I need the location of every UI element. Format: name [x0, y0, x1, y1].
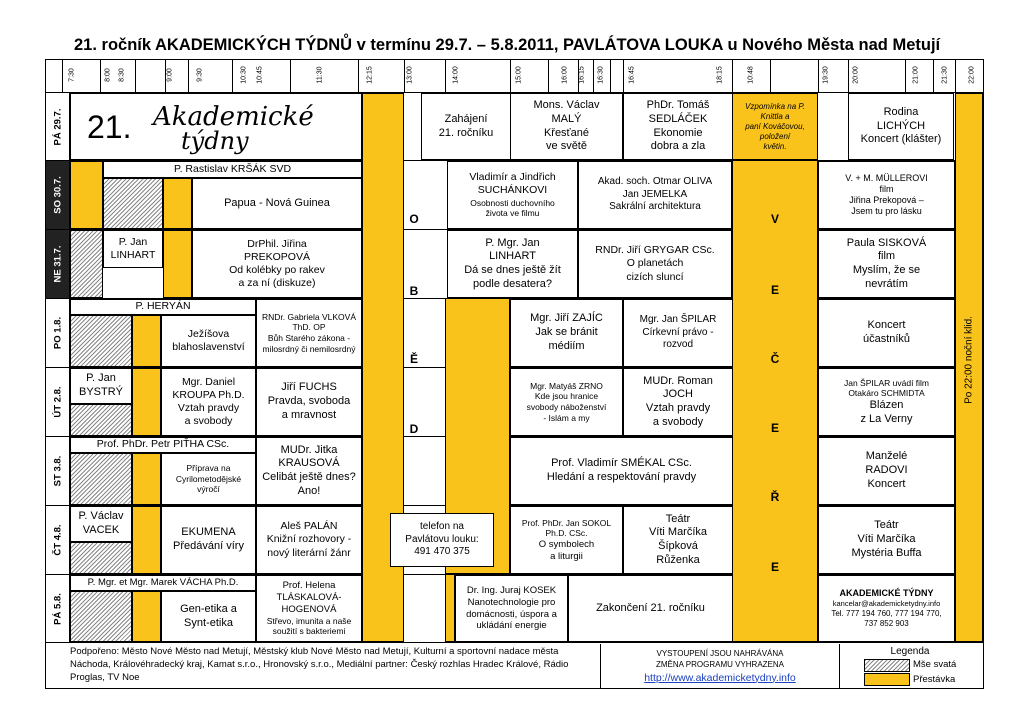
speaker-linhart: P. Jan LINHART	[103, 230, 163, 268]
legend-mass-swatch	[864, 659, 910, 672]
contact-box: AKADEMICKÉ TÝDNY kancelar@akademicketydny.info Tel. 777 194 760, 777 194 770, 737 852 903	[818, 575, 955, 642]
speaker-krsak: P. Rastislav KRŠÁK SVD	[103, 161, 362, 178]
speaker-heryan: P. HERYÁN	[70, 299, 256, 315]
event-tlaskalova: Prof. Helena TLÁSKALOVÁ- HOGENOVÁ Střevo, imunita a naše soužití s bakteriemi	[256, 575, 362, 642]
mass-block	[70, 315, 132, 367]
lunch-letter: D	[409, 422, 419, 436]
time-label: 10:48	[747, 66, 755, 84]
time-label: 13:00	[406, 66, 414, 84]
event-zajic: Mgr. Jiří ZAJÍC Jak se bránit médiím	[510, 299, 623, 367]
event-jezis: Ježíšova blahoslavenství	[161, 315, 256, 367]
event-linhart-desatero: P. Mgr. Jan LINHART Dá se dnes ještě žít podle desatera?	[447, 230, 578, 298]
time-label: 10:30	[240, 66, 248, 84]
event-zakonceni: Zakončení 21. ročníku	[568, 575, 733, 642]
header-divider	[905, 60, 906, 92]
event-prekopova: DrPhil. Jiřina PREKOPOVÁ Od kolébky po rakev a za ní (diskuze)	[192, 230, 362, 298]
day-label: SO 30.7.	[46, 161, 69, 229]
page-title: 21. ročník AKADEMICKÝCH TÝDNŮ v termínu 29.7. – 5.8.2011, PAVLÁTOVA LOUKA u Nového Města nad Metují	[74, 36, 941, 54]
break-block	[70, 161, 103, 229]
day-label: PO 1.8.	[52, 316, 63, 350]
event-joch: MUDr. Roman JOCH Vztah pravdy a svobody	[623, 368, 733, 436]
day-label: ČT 4.8.	[52, 524, 63, 556]
mass-block	[70, 453, 132, 505]
legend-mass-label: Mše svatá	[913, 659, 957, 670]
event-kroupa: Mgr. Daniel KROUPA Ph.D. Vztah pravdy a svobody	[161, 368, 256, 436]
event-genetika: Gen-etika a Synt-etika	[161, 591, 256, 642]
row-divider	[45, 642, 984, 643]
dinner-letter: Č	[770, 352, 780, 366]
header-divider	[848, 60, 849, 92]
mass-block	[70, 591, 132, 642]
event-papua: Papua - Nová Guinea	[192, 178, 362, 229]
event-maly: Mons. Václav MALÝ Křesťané ve světě	[510, 93, 623, 160]
lunch-letter: O	[409, 212, 419, 226]
header-divider	[623, 60, 624, 92]
legend-break-swatch	[864, 673, 910, 686]
logo-number: 21.	[87, 108, 132, 145]
event-zrno: Mgr. Matyáš ZRNO Kde jsou hranice svobody náboženství - Islám a my	[510, 368, 623, 436]
time-label: 9:30	[196, 68, 204, 82]
mass-block	[103, 178, 163, 229]
event-blazen: Jan ŠPILAR uvádí film Otakáro SCHMIDTA Blázen z La Verny	[818, 368, 955, 436]
break-block	[163, 230, 192, 298]
time-label: 16:15	[578, 66, 586, 84]
header-divider	[445, 60, 446, 92]
event-siskova: Paula SISKOVÁ film Myslím, že se nevrátím	[818, 230, 955, 298]
header-divider	[818, 60, 819, 92]
time-label: 14:00	[452, 66, 460, 84]
event-knittl-memorial: Vzpomínka na P. Knittla a paní Kováčovou, položení květin.	[732, 93, 818, 160]
speaker-vacha: P. Mgr. et Mgr. Marek VÁCHA Ph.D.	[70, 575, 256, 591]
event-logo	[70, 93, 362, 160]
event-sokol: Prof. PhDr. Jan SOKOL Ph.D. CSc. O symbolech a liturgii	[510, 506, 623, 574]
header-divider	[62, 60, 63, 92]
event-radovi: Manželé RADOVI Koncert	[818, 437, 955, 505]
day-label: PÁ 29.7.	[52, 108, 63, 145]
header-divider	[290, 60, 291, 92]
lunch-letter: Ě	[409, 352, 418, 366]
dinner-letter: E	[770, 560, 779, 574]
event-teatr-ruzenka: Teátr Víti Marčíka Šípková Růženka	[623, 506, 733, 574]
break-block	[132, 453, 161, 505]
header-divider	[933, 60, 934, 92]
svg-text:týdny: týdny	[181, 126, 250, 155]
svg-text:Akademické: Akademické	[153, 101, 315, 132]
day-label: ST 3.8.	[52, 455, 63, 487]
speaker-pitha: Prof. PhDr. Petr PIŤHA CSc.	[70, 437, 256, 453]
event-kosek: Dr. Ing. Juraj KOSEK Nanotechnologie pro domácnosti, úspora a ukládání energie	[455, 575, 568, 642]
dinner-letter: Ř	[770, 490, 780, 504]
event-ekumena: EKUMENA Předávání víry	[161, 506, 256, 574]
time-label: 15:00	[515, 66, 523, 84]
break-block	[445, 574, 455, 642]
event-fuchs: Jiří FUCHS Pravda, svoboda a mravnost	[256, 368, 362, 436]
info-telefon: telefon na Pavlátovu louku: 491 470 375	[390, 513, 494, 567]
event-krausova: MUDr. Jitka KRAUSOVÁ Celibát ještě dnes? Ano!	[256, 437, 362, 505]
time-label: 21:00	[912, 66, 920, 84]
time-label: 8:30	[118, 68, 126, 82]
website-link[interactable]: http://www.akademicketydny.info	[644, 671, 796, 684]
event-palan: Aleš PALÁN Knižní rozhovory - nový literární žánr	[256, 506, 362, 574]
event-muller: V. + M. MÜLLEROVI film Jiřina Prekopová – Jsem tu pro lásku	[818, 161, 955, 229]
day-label: PÁ 5.8.	[52, 592, 63, 625]
event-teatr-buffa: Teátr Víti Marčíka Mystéria Buffa	[818, 506, 955, 574]
event-suchanek: Vladimír a Jindřich SUCHÁNKOVI Osobnosti duchovního života ve filmu	[447, 161, 578, 229]
mass-block	[70, 230, 103, 298]
legend-break-label: Přestávka	[913, 674, 956, 685]
header-divider	[593, 60, 594, 92]
header-divider	[232, 60, 233, 92]
event-smekal: Prof. Vladimír SMÉKAL CSc. Hledání a respektování pravdy	[510, 437, 733, 505]
header-divider	[955, 60, 956, 92]
break-block	[132, 368, 161, 436]
day-label: NE 31.7.	[46, 230, 69, 298]
akademicke-tydny-logo	[145, 97, 345, 157]
break-block	[132, 591, 161, 642]
time-label: 16:45	[628, 66, 636, 84]
time-label: 16:00	[561, 66, 569, 84]
dinner-letter: E	[770, 283, 779, 297]
day-label: ÚT 2.8.	[52, 386, 63, 418]
event-zahajeni: Zahájení 21. ročníku	[421, 93, 511, 160]
header-divider	[548, 60, 549, 92]
header-divider	[510, 60, 511, 92]
header-divider	[100, 60, 101, 92]
event-koncert: Koncert účastníků	[818, 299, 955, 367]
event-cyril: Příprava na Cyrilometodějské výročí	[161, 453, 256, 505]
break-block	[132, 506, 161, 574]
header-divider	[770, 60, 771, 92]
event-spilar: Mgr. Jan ŠPILAR Církevní právo - rozvod	[623, 299, 733, 367]
time-label: 12:15	[366, 66, 374, 84]
event-lichy: Rodina LICHÝCH Koncert (klášter)	[848, 93, 954, 160]
header-divider	[732, 60, 733, 92]
time-label: 10:45	[256, 66, 264, 84]
time-label: 9:00	[166, 68, 174, 82]
header-divider	[135, 60, 136, 92]
lunch-letter: B	[409, 284, 419, 298]
time-label: 16:30	[597, 66, 605, 84]
time-label: 21:30	[941, 66, 949, 84]
event-vlkova: RNDr. Gabriela VLKOVÁ ThD. OP Bůh Starého zákona - milosrdný či nemilosrdný	[256, 299, 362, 367]
time-label: 7:30	[68, 68, 76, 82]
footer-notice	[600, 644, 840, 688]
event-oliva: Akad. soch. Otmar OLIVA Jan JEMELKA Sakrální architektura	[578, 161, 732, 229]
header-divider	[358, 60, 359, 92]
dinner-letter: V	[770, 212, 779, 226]
time-label: 18:15	[716, 66, 724, 84]
time-label: 8:00	[104, 68, 112, 82]
event-grygar: RNDr. Jiří GRYGAR CSc. O planetách cizích sluncí	[578, 230, 732, 298]
speaker-vacek: P. Václav VACEK	[70, 506, 132, 542]
time-label: 22:00	[968, 66, 976, 84]
night-rest-note: Po 22:00 noční klid.	[963, 316, 975, 404]
time-label: 20:00	[852, 66, 860, 84]
speaker-bystry: P. Jan BYSTRÝ	[70, 368, 132, 404]
legend-title: Legenda	[890, 646, 930, 657]
header-divider	[610, 60, 611, 92]
break-block	[132, 315, 161, 367]
event-sedlacek: PhDr. Tomáš SEDLÁČEK Ekonomie dobra a zla	[623, 93, 733, 160]
break-block	[163, 178, 192, 229]
notice-recording: VYSTOUPENÍ JSOU NAHRÁVÁNA	[656, 649, 784, 658]
mass-block	[70, 404, 132, 436]
time-label: 11:30	[316, 66, 324, 84]
supporters-text: Podpořeno: Město Nové Město nad Metují, Městský klub Nové Město nad Metují, Kulturní a sportovní nadace města Náchoda, Královéhradecký kraj, Kamat s.r.o., Hronovský s.r.o., Mediální partner: Český rozhlas Hradec Králové, Rádio Proglas, TV Noe	[70, 646, 569, 683]
mass-block	[70, 542, 132, 574]
header-divider	[188, 60, 189, 92]
dinner-letter: E	[770, 421, 779, 435]
time-label: 19:30	[822, 66, 830, 84]
notice-change: ZMĚNA PROGRAMU VYHRAZENA	[655, 659, 784, 669]
